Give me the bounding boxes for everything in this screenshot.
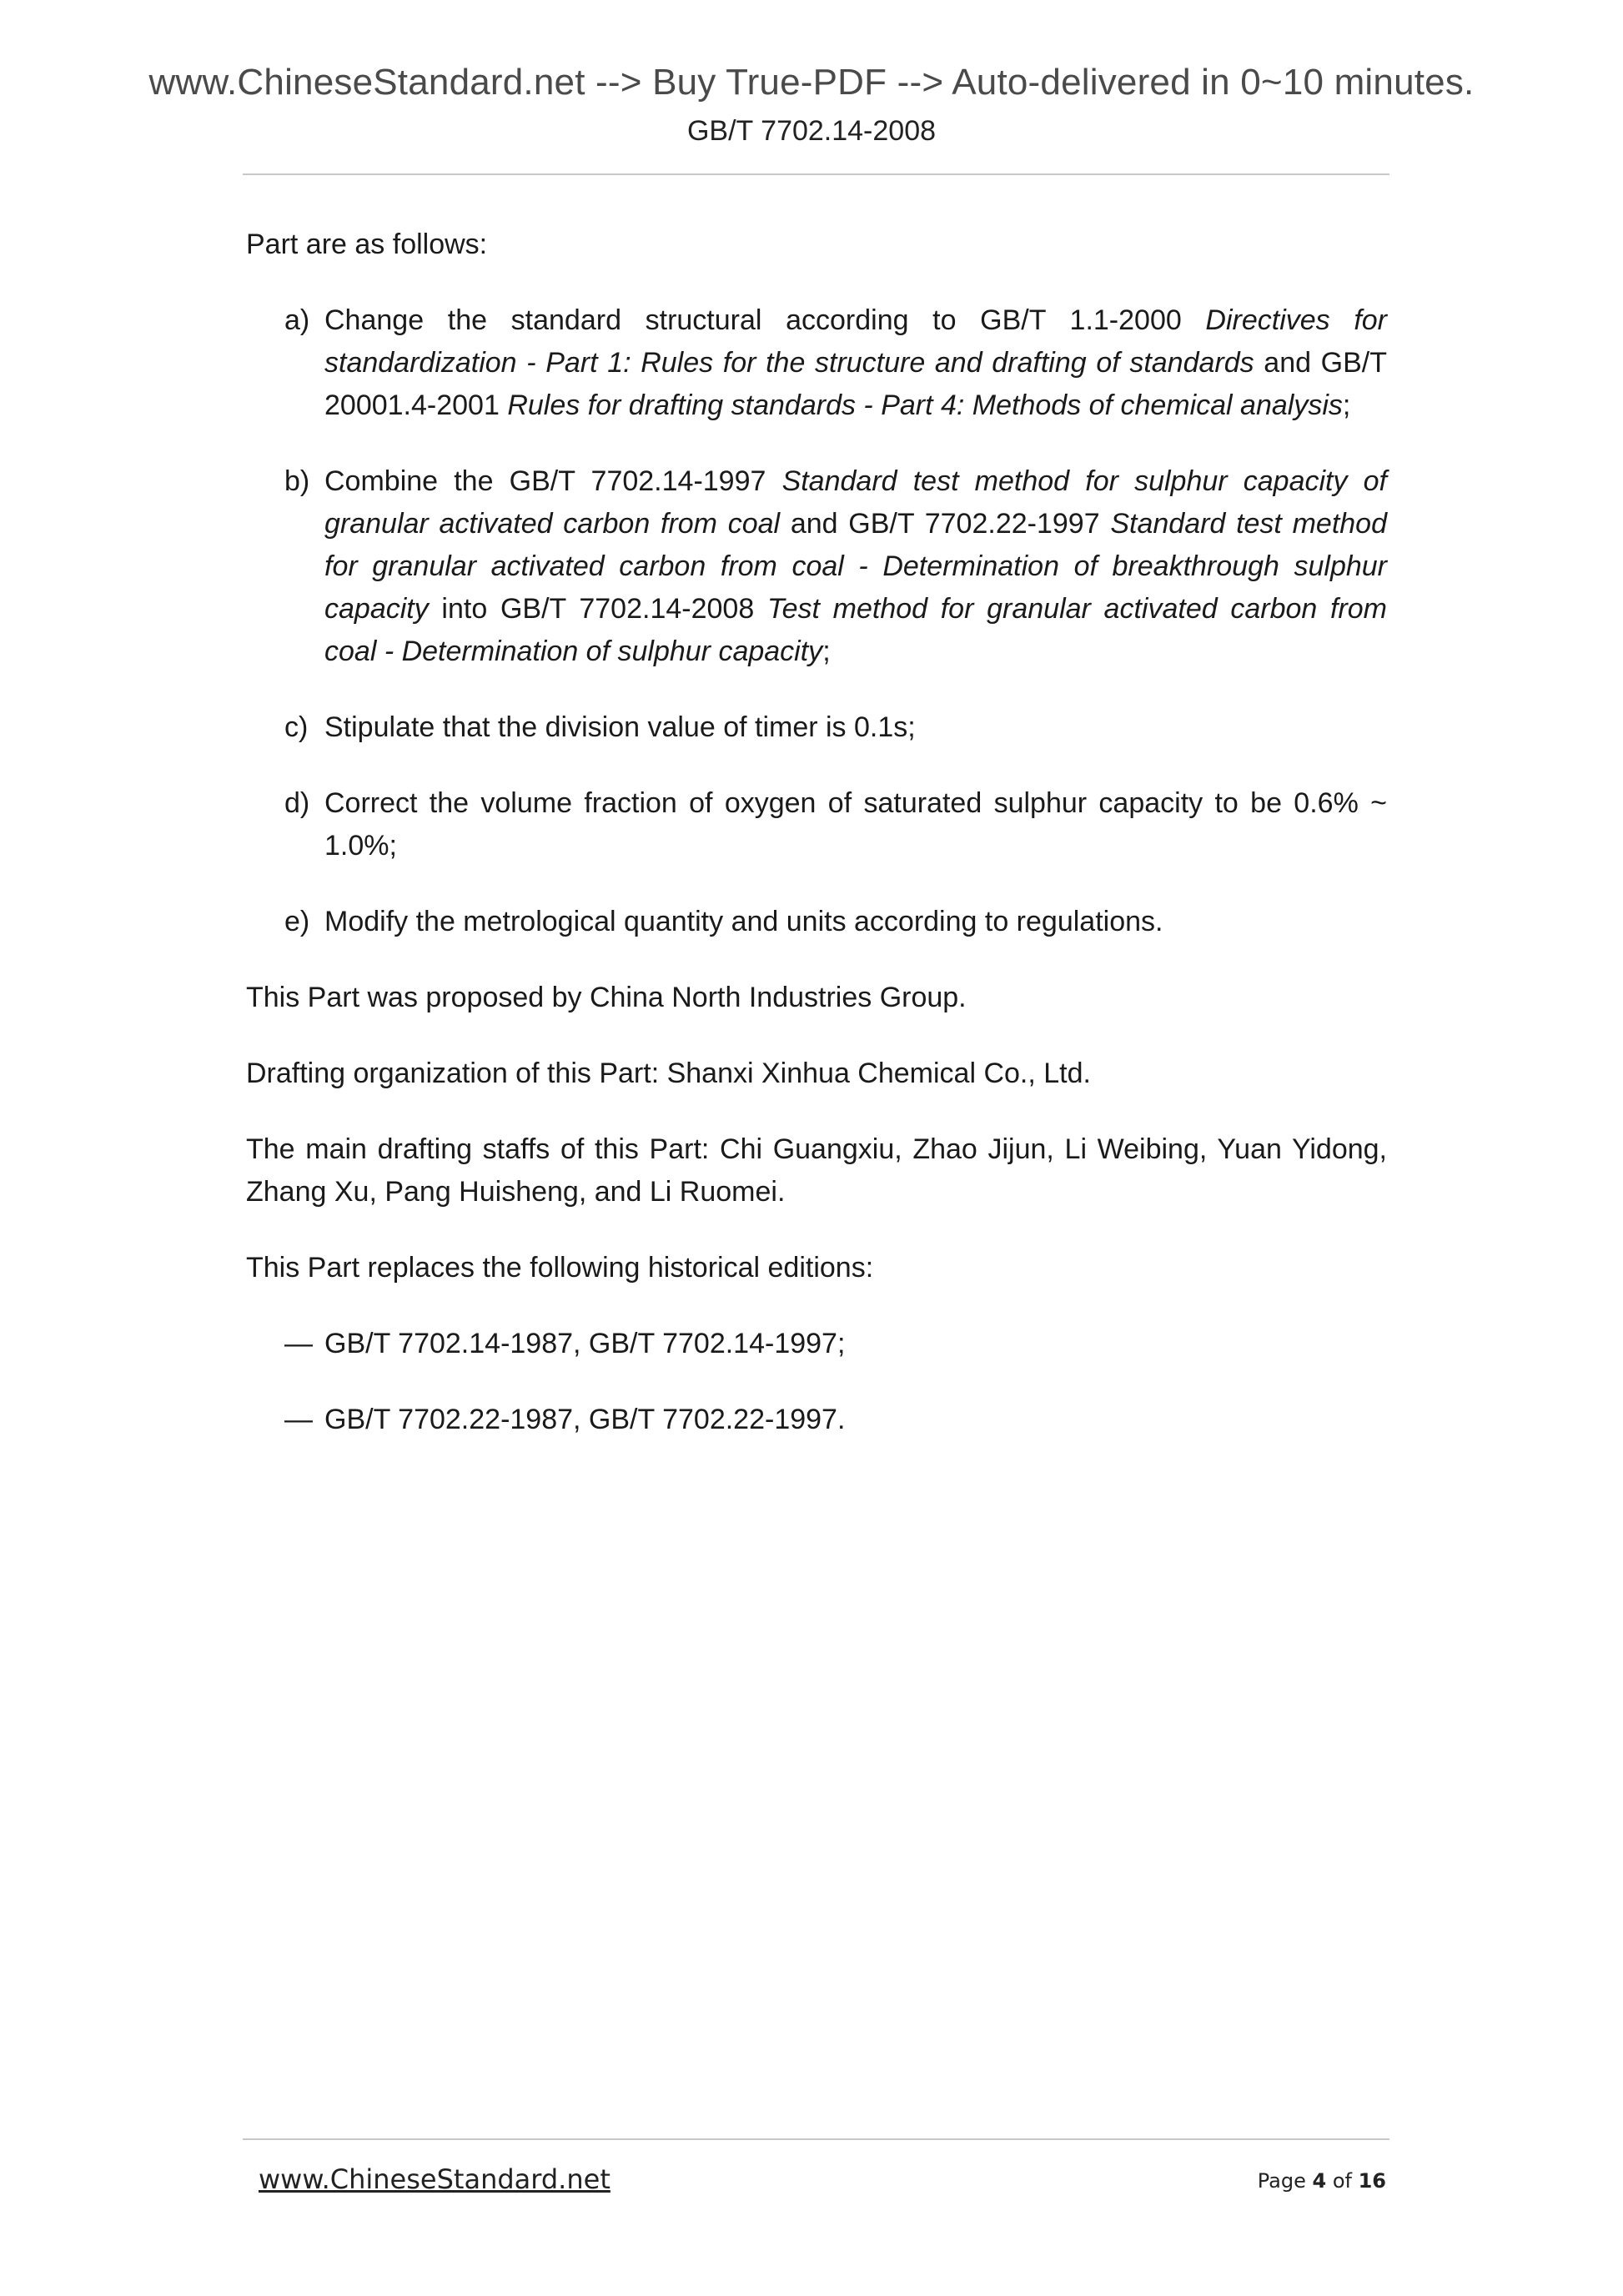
change-text: ; bbox=[822, 636, 831, 667]
edition-text: GB/T 7702.22-1987, GB/T 7702.22-1997. bbox=[324, 1404, 846, 1435]
change-text: Change the standard structural according to GB/T 1.1-2000 bbox=[324, 304, 1206, 336]
header-banner: www.ChineseStandard.net --> Buy True-PDF --> Auto-delivered in 0~10 minutes. bbox=[148, 62, 1475, 103]
footer-divider bbox=[243, 2138, 1389, 2140]
footer-website-link[interactable]: www.ChineseStandard.net bbox=[259, 2163, 611, 2195]
intro-paragraph: Part are as follows: bbox=[246, 229, 488, 260]
replaces-paragraph: This Part replaces the following historical editions: bbox=[246, 1252, 874, 1284]
drafting-organization-paragraph: Drafting organization of this Part: Shanxi Xinhua Chemical Co., Ltd. bbox=[246, 1058, 1091, 1089]
change-text: Combine the GB/T 7702.14-1997 bbox=[324, 465, 782, 497]
list-marker: e) bbox=[284, 906, 310, 937]
change-title-italic: Directives for standardization - Part 1: Rules for the structure and drafting of standards bbox=[324, 304, 1387, 379]
drafting-staff-paragraph: The main drafting staffs of this Part: Chi Guangxiu, Zhao Jijun, Li Weibing, Yuan Yidong, Zhang Xu, Pang Huisheng, and Li Ruomei. bbox=[246, 1133, 1387, 1208]
change-title-italic: Standard test method for sulphur capacity of granular activated carbon from coal bbox=[324, 465, 1387, 540]
change-text: ; bbox=[1342, 389, 1351, 421]
list-marker: c) bbox=[284, 711, 309, 743]
document-body bbox=[246, 224, 1387, 1475]
edition-item bbox=[246, 1323, 1387, 1365]
proposed-by-paragraph: This Part was proposed by China North Industries Group. bbox=[246, 982, 967, 1013]
change-item-a bbox=[246, 299, 1387, 427]
change-item-e bbox=[246, 901, 1387, 943]
change-title-italic: Standard test method for granular activated carbon from coal - Determination of breakthrough sulphur capacity bbox=[324, 508, 1388, 625]
change-item-d bbox=[246, 782, 1387, 867]
header-divider bbox=[243, 173, 1389, 175]
change-title-italic: Rules for drafting standards - Part 4: Methods of chemical analysis bbox=[507, 389, 1343, 421]
list-marker: a) bbox=[284, 304, 310, 336]
change-text: Correct the volume fraction of oxygen of saturated sulphur capacity to be 0.6% ~ 1.0%; bbox=[324, 787, 1387, 862]
page-current: 4 bbox=[1312, 2169, 1327, 2193]
change-text: into GB/T 7702.14-2008 bbox=[428, 593, 767, 625]
standard-code: GB/T 7702.14-2008 bbox=[686, 115, 937, 147]
dash-marker: — bbox=[284, 1404, 313, 1435]
change-item-b bbox=[246, 460, 1387, 673]
list-marker: d) bbox=[284, 787, 310, 819]
edition-item bbox=[246, 1399, 1387, 1441]
page-total: 16 bbox=[1358, 2169, 1386, 2193]
change-title-italic: Test method for granular activated carbon from coal - Determination of sulphur capacity bbox=[324, 593, 1387, 667]
change-text: Stipulate that the division value of timer is 0.1s; bbox=[324, 711, 916, 743]
dash-marker: — bbox=[284, 1328, 313, 1359]
edition-text: GB/T 7702.14-1987, GB/T 7702.14-1997; bbox=[324, 1328, 846, 1359]
list-marker: b) bbox=[284, 465, 310, 497]
page-of: of bbox=[1326, 2169, 1359, 2193]
change-text: and GB/T 7702.22-1997 bbox=[780, 508, 1111, 540]
change-text: and GB/T 20001.4-2001 bbox=[324, 347, 1387, 421]
page-number bbox=[1258, 2169, 1386, 2193]
change-text: Modify the metrological quantity and units according to regulations. bbox=[324, 906, 1163, 937]
change-item-c bbox=[246, 706, 1387, 749]
page-word: Page bbox=[1257, 2169, 1313, 2193]
